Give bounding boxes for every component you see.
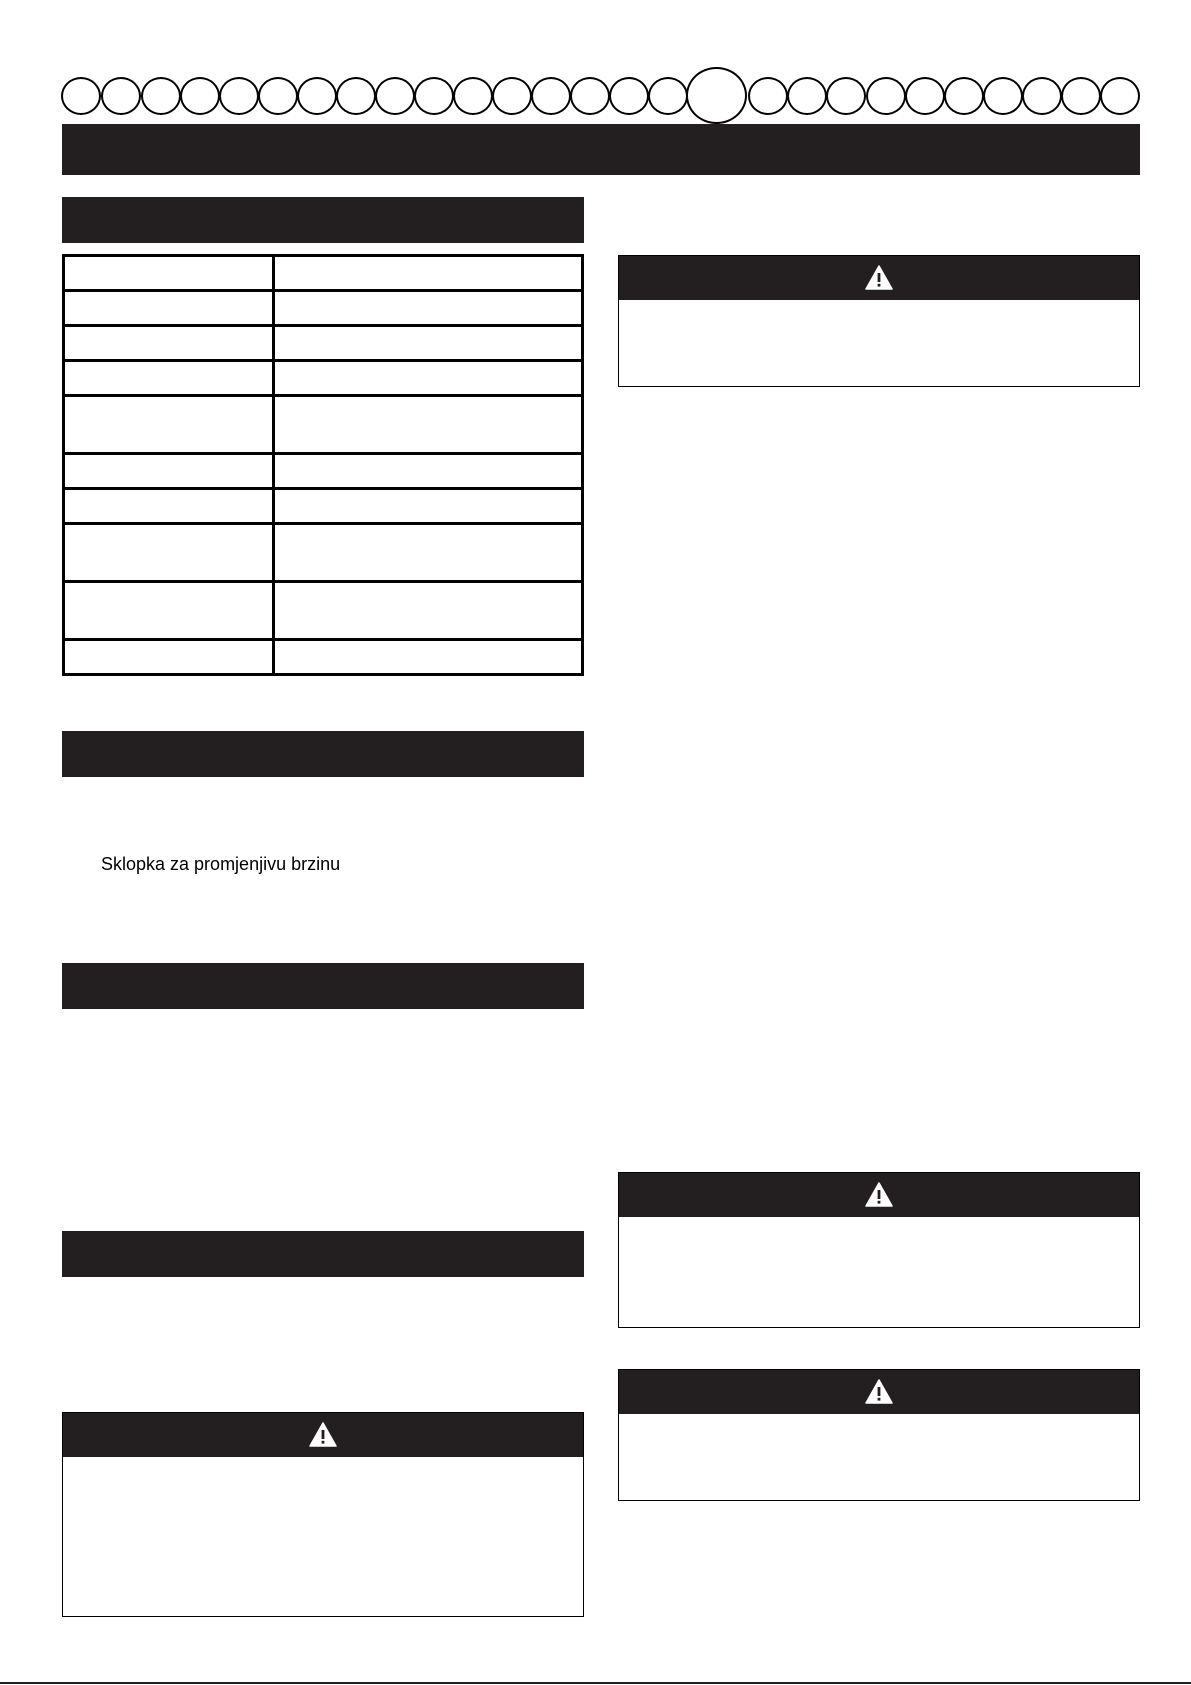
- specifications-table: [62, 254, 584, 676]
- language-circle[interactable]: [983, 77, 1023, 115]
- language-circle[interactable]: [609, 77, 649, 115]
- language-circle[interactable]: [570, 77, 610, 115]
- spec-value: [274, 291, 583, 326]
- table-row: [64, 256, 583, 291]
- warning-box: [618, 1369, 1140, 1501]
- section-4-header: [62, 1231, 584, 1277]
- spec-value: [274, 361, 583, 396]
- table-row: [64, 396, 583, 454]
- language-circle[interactable]: [414, 77, 454, 115]
- spec-value: [274, 396, 583, 454]
- language-circle[interactable]: [219, 77, 259, 115]
- warning-triangle-icon: [865, 265, 893, 291]
- language-circle[interactable]: [1061, 77, 1101, 115]
- warning-header: [619, 256, 1139, 300]
- spec-value: [274, 582, 583, 640]
- spec-label: [64, 454, 274, 489]
- spec-label: [64, 326, 274, 361]
- page-header-bar: [62, 124, 1140, 175]
- footer-rule: [0, 1682, 1191, 1684]
- language-circle[interactable]: [531, 77, 571, 115]
- language-circle[interactable]: [258, 77, 298, 115]
- table-row: [64, 291, 583, 326]
- spec-label: [64, 524, 274, 582]
- warning-header: [63, 1413, 583, 1457]
- warning-box: [62, 1412, 584, 1617]
- section-3-header: [62, 963, 584, 1009]
- spec-label: [64, 396, 274, 454]
- language-circle[interactable]: [1022, 77, 1062, 115]
- warning-box: [618, 255, 1140, 387]
- spec-value: [274, 489, 583, 524]
- language-circle-active[interactable]: [686, 67, 747, 124]
- table-row: [64, 454, 583, 489]
- table-row: [64, 582, 583, 640]
- language-circle[interactable]: [748, 77, 788, 115]
- table-row: [64, 640, 583, 675]
- spec-value: [274, 454, 583, 489]
- spec-value: [274, 524, 583, 582]
- table-row: [64, 361, 583, 396]
- spec-label: [64, 291, 274, 326]
- language-circle[interactable]: [141, 77, 181, 115]
- warning-header: [619, 1173, 1139, 1217]
- language-circle[interactable]: [905, 77, 945, 115]
- table-row: [64, 489, 583, 524]
- spec-label: [64, 361, 274, 396]
- language-circle[interactable]: [453, 77, 493, 115]
- language-circle[interactable]: [787, 77, 827, 115]
- specifications-header: [62, 197, 584, 243]
- warning-triangle-icon: [865, 1379, 893, 1405]
- language-circle[interactable]: [101, 77, 141, 115]
- language-circle[interactable]: [944, 77, 984, 115]
- spec-label: [64, 582, 274, 640]
- spec-value: [274, 256, 583, 291]
- warning-box: [618, 1172, 1140, 1328]
- spec-label: [64, 640, 274, 675]
- warning-triangle-icon: [865, 1182, 893, 1208]
- language-circle[interactable]: [826, 77, 866, 115]
- language-circle[interactable]: [375, 77, 415, 115]
- description-header: [62, 731, 584, 777]
- language-circle[interactable]: [492, 77, 532, 115]
- language-circle[interactable]: [61, 77, 101, 115]
- language-circle[interactable]: [1100, 77, 1140, 115]
- warning-header: [619, 1370, 1139, 1414]
- language-circle[interactable]: [180, 77, 220, 115]
- language-circle[interactable]: [648, 77, 688, 115]
- language-circle[interactable]: [336, 77, 376, 115]
- spec-label: [64, 256, 274, 291]
- description-item: Sklopka za promjenjivu brzinu: [101, 854, 341, 874]
- warning-triangle-icon: [309, 1422, 337, 1448]
- language-circle[interactable]: [297, 77, 337, 115]
- spec-value: [274, 326, 583, 361]
- spec-value: [274, 640, 583, 675]
- table-row: [64, 524, 583, 582]
- language-circle[interactable]: [866, 77, 906, 115]
- spec-label: [64, 489, 274, 524]
- table-row: [64, 326, 583, 361]
